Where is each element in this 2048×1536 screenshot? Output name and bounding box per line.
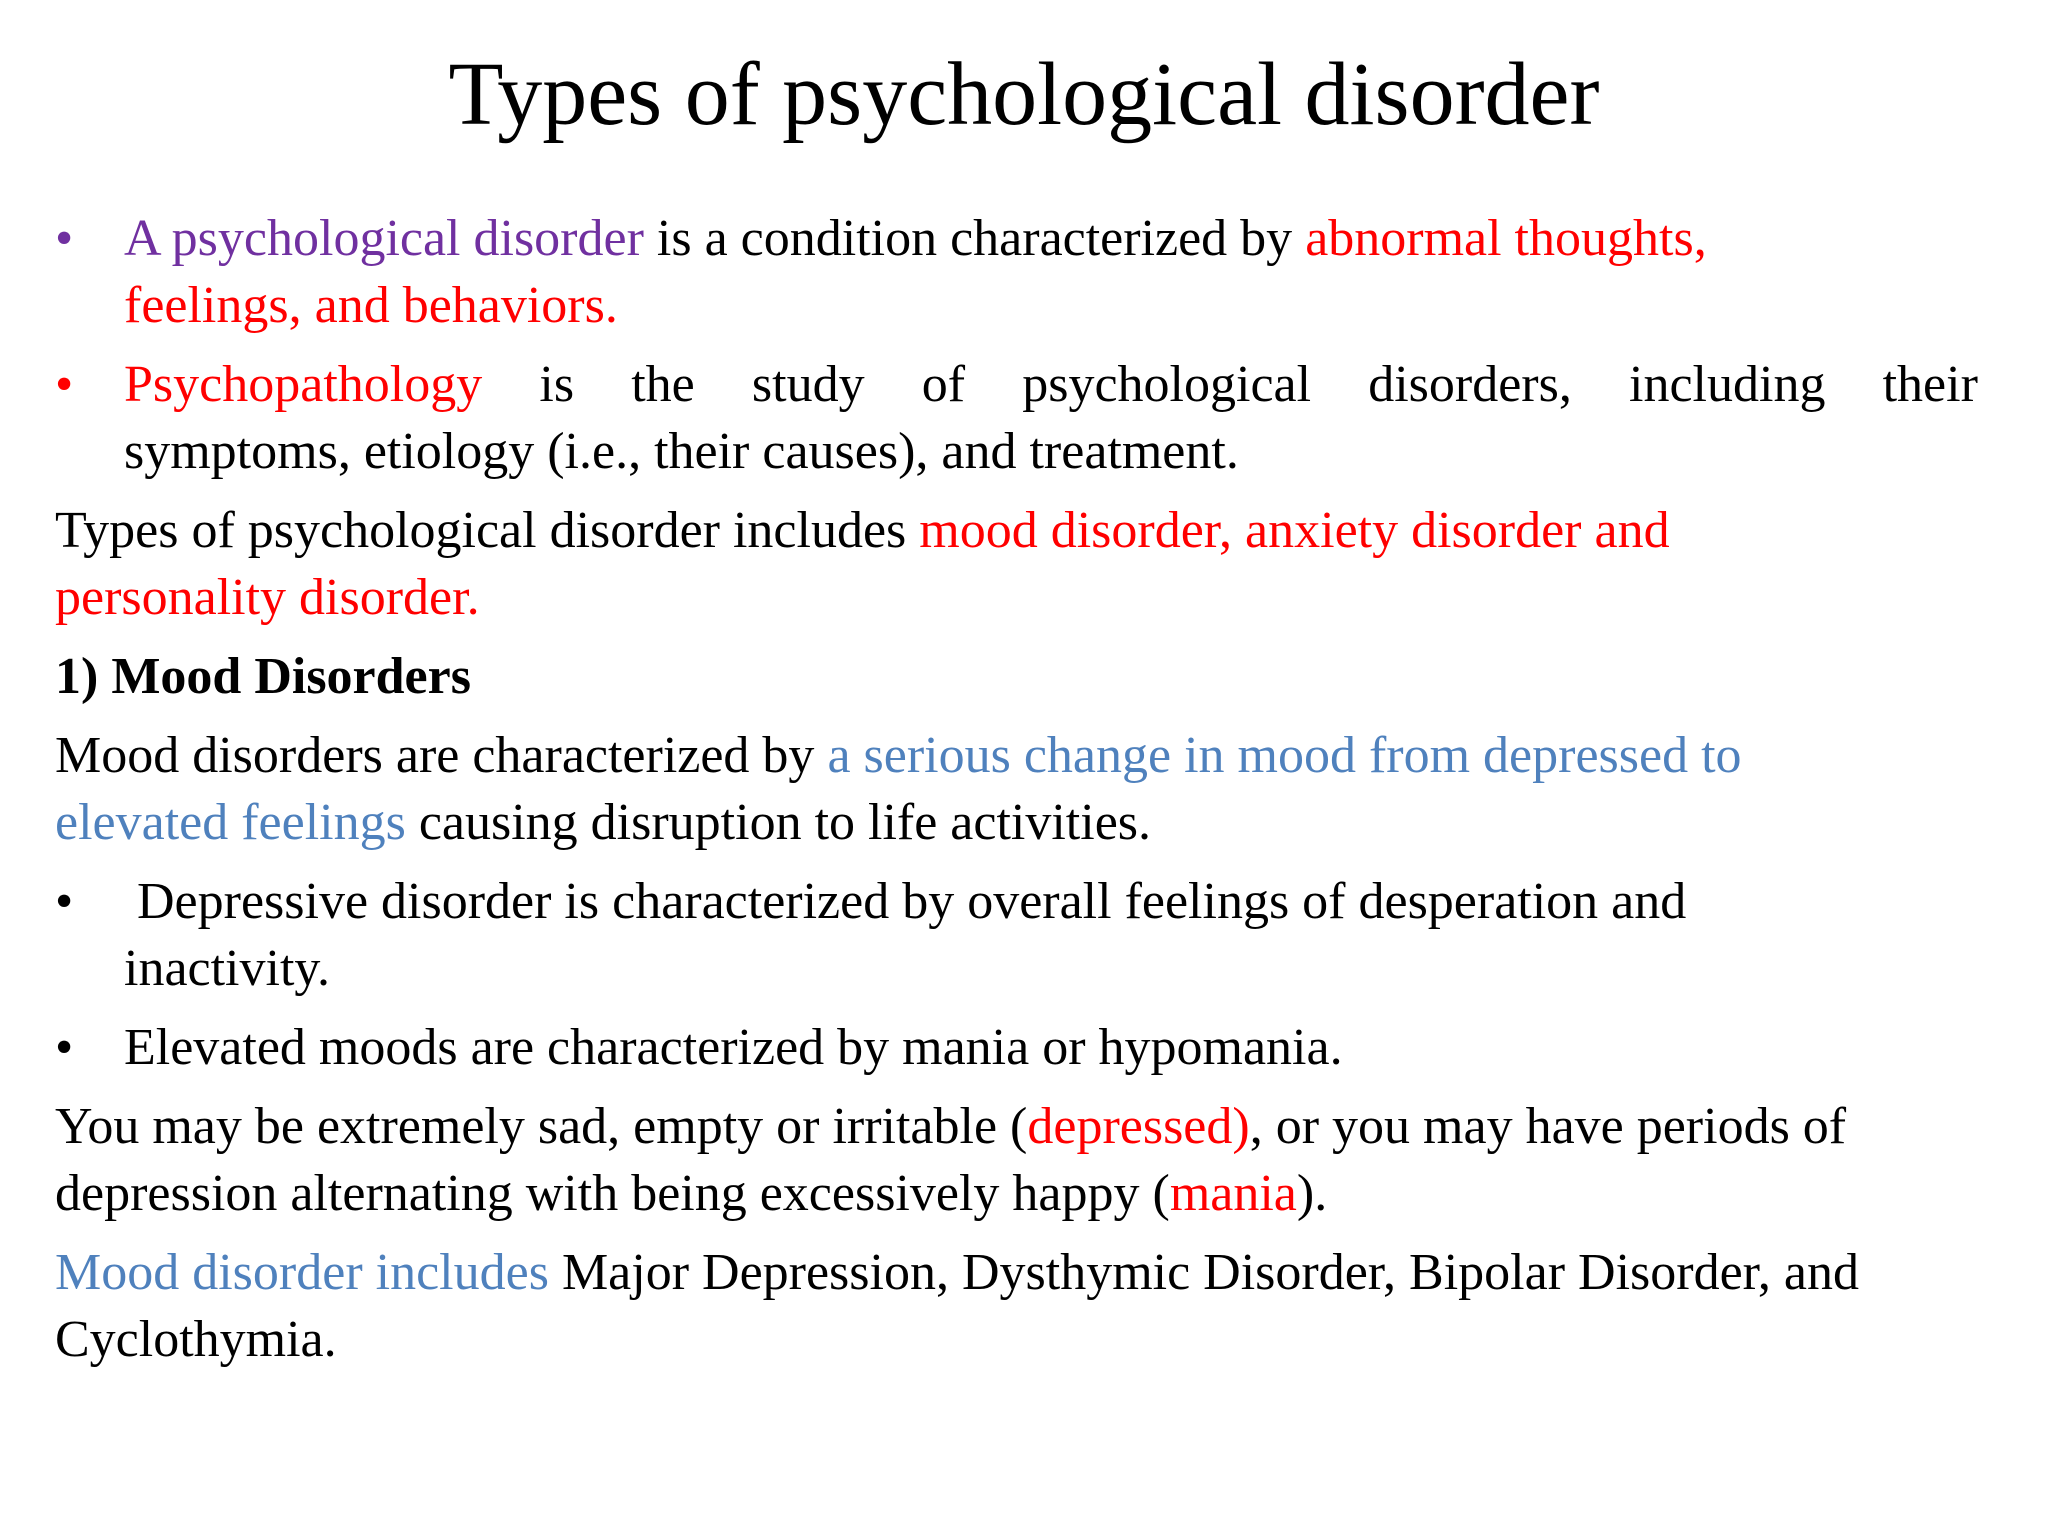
paragraph-3-text-a: You may be extremely sad, empty or irritable (: [55, 1098, 1028, 1155]
word: their: [1882, 356, 1978, 413]
paragraph-4-text-1: Major Depression, Dysthymic Disorder, Bipolar Disorder, and: [548, 1244, 1859, 1301]
paragraph-2-line-1: [55, 723, 1742, 789]
paragraph-1-text: Types of psychological disorder includes: [55, 502, 920, 559]
bullet-4-text: Elevated moods are characterized by mania or hypomania.: [124, 1019, 1343, 1076]
bullet-1-marker: •: [55, 210, 74, 267]
paragraph-3-text-b: , or you may have periods of: [1249, 1098, 1847, 1155]
bullet-2-line-1: [124, 352, 1978, 418]
slide-title: Types of psychological disorder: [448, 45, 1600, 144]
paragraph-1-line-1: [55, 498, 1670, 564]
paragraph-3-text-c: depression alternating with being excessively happy (: [55, 1165, 1170, 1222]
bullet-2-marker: •: [55, 356, 74, 413]
paragraph-1-line-2: personality disorder.: [55, 569, 480, 626]
paragraph-3-line-2: [55, 1161, 1327, 1227]
word: study: [751, 356, 865, 413]
bullet-1-highlight-1: abnormal thoughts,: [1305, 210, 1707, 267]
word: disorders,: [1368, 356, 1572, 413]
bullet-4-marker: •: [55, 1019, 74, 1076]
paragraph-1-highlight-1: mood disorder, anxiety disorder and: [919, 502, 1670, 559]
word: including: [1629, 356, 1826, 413]
paragraph-4-line-1: [55, 1240, 1859, 1306]
term-psychological-disorder: A psychological disorder: [124, 210, 644, 267]
bullet-2-line-2: symptoms, etiology (i.e., their causes), and treatment.: [124, 423, 1239, 480]
bullet-3-line-1: Depressive disorder is characterized by overall feelings of desperation and: [124, 873, 1687, 930]
section-heading: 1) Mood Disorders: [55, 648, 471, 705]
term-psychopathology: Psychopathology: [124, 356, 483, 413]
bullet-3-line-2: inactivity.: [124, 940, 331, 997]
word: psychological: [1022, 356, 1312, 413]
word: of: [921, 356, 966, 413]
paragraph-2-highlight-2: elevated feelings: [55, 794, 406, 851]
word: is: [539, 356, 575, 413]
term-mania: mania: [1169, 1165, 1297, 1222]
bullet-1-line-1: [124, 206, 1707, 272]
term-depressed: depressed): [1027, 1098, 1250, 1155]
paragraph-2-text-2: causing disruption to life activities.: [405, 794, 1152, 851]
paragraph-2-line-2: [55, 790, 1151, 856]
paragraph-4-line-2: Cyclothymia.: [55, 1311, 337, 1368]
bullet-3-marker: •: [55, 873, 74, 930]
paragraph-2-highlight-1: a serious change in mood from depressed to: [827, 727, 1742, 784]
paragraph-3-text-d: ).: [1296, 1165, 1328, 1222]
paragraph-2-text-1: Mood disorders are characterized by: [55, 727, 828, 784]
paragraph-3-line-1: [55, 1094, 1846, 1160]
bullet-1-line-2: feelings, and behaviors.: [124, 277, 618, 334]
paragraph-4-highlight: Mood disorder includes: [55, 1244, 549, 1301]
word: the: [631, 356, 695, 413]
bullet-1-text: is a condition characterized by: [643, 210, 1306, 267]
